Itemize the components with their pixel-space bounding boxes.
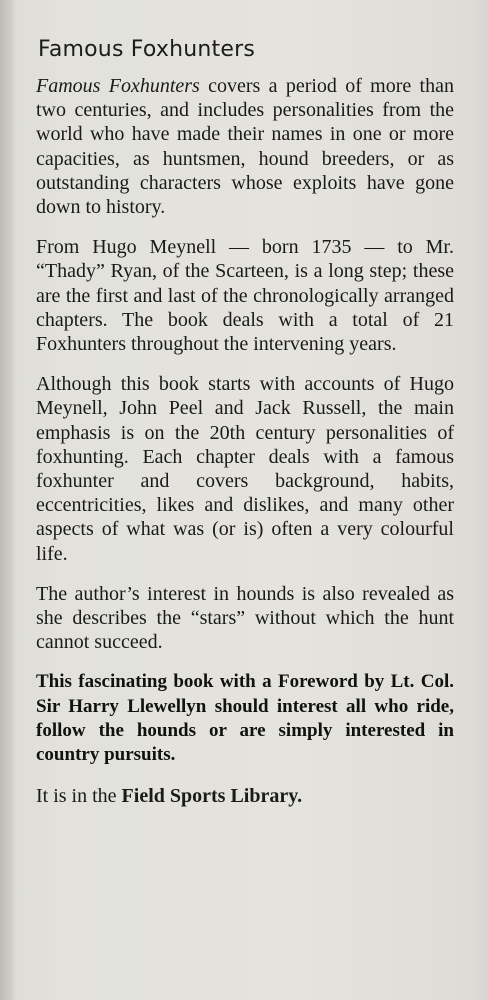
library-name: Field Sports Library. bbox=[121, 784, 303, 807]
paragraph-foreword: This fascinating book with a Foreword by Lt. Col. Sir Harry Llewellyn should interest all who ride, follow the hounds or are simply interested in country pursuits. bbox=[36, 671, 454, 766]
fold-shadow bbox=[0, 0, 14, 1000]
paragraph-chapters: From Hugo Meynell — born 1735 — to Mr. “Thady” Ryan, of the Scarteen, is a long step; these are the first and last of the chronologically arranged chapters. The book deals with a total of 21 Foxhunters throughout the intervening years. bbox=[36, 236, 454, 356]
book-title-italic: Famous Foxhunters bbox=[36, 75, 200, 97]
paragraph-hounds: The author’s interest in hounds is also revealed as she describes the “stars” without which the hunt cannot succeed. bbox=[36, 582, 454, 654]
blurb-text bbox=[36, 30, 454, 808]
library-line-prefix: It is in the bbox=[36, 784, 122, 807]
library-line bbox=[36, 784, 454, 808]
paragraph-intro bbox=[36, 74, 454, 219]
paragraph-intro-text: covers a period of more than two centuries, and includes personalities from the world who have made their names in one or more capacities, as huntsmen, hound breeders, or as outstanding characters whose exploits have gone down to history. bbox=[36, 75, 454, 219]
page-title: Famous Foxhunters bbox=[38, 37, 255, 62]
paragraph-emphasis: Although this book starts with accounts of Hugo Meynell, John Peel and Jack Russell, the main emphasis is on the 20th century personalities of foxhunting. Each chapter deals with a famous foxhunter and covers background, habits, eccentricities, likes and dislikes, and many other aspects of what was (or is) often a very colourful life. bbox=[36, 373, 454, 565]
